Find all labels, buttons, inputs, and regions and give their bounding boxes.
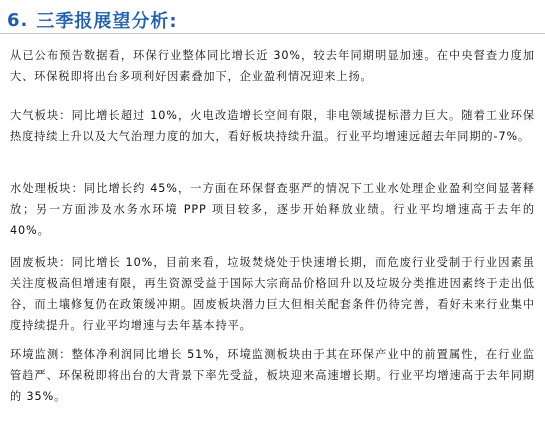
heading-divider <box>0 33 545 34</box>
section-title: 三季报展望分析: <box>36 11 178 32</box>
paragraph-water-sector: 水处理板块：同比增长约 45%，一方面在环保督查驱严的情况下工业水处理企业盈利空间显著释放；另一方面涉及水务水环境 PPP 项目较多，逐步开始释放业绩。行业平均增速高于去年的 40%。 <box>10 182 535 237</box>
section-number: 6. <box>7 9 29 31</box>
section-heading <box>7 8 178 32</box>
paragraph-solid-waste-sector: 固废板块：同比增长 10%，目前来看，垃圾焚烧处于快速增长期，而危废行业受制于行业因素虽关注度极高但增速有限，再生资源受益于国际大宗商品价格回升以及垃圾分类推进因素终于走出低谷，而土壤修复仍在政策缓冲期。固废板块潜力巨大但相关配套条件仍待完善，看好未来行业集中度持续提升。行业平均增速与去年基本持平。 <box>10 256 535 332</box>
paragraph-environment-monitoring: 环境监测：整体净利润同比增长 51%，环境监测板块由于其在环保产业中的前置属性，在行业监管趋严、环保税即将出台的大背景下率先受益，板块迎来高速增长期。行业平均增速高于去年同期的 35%。 <box>10 348 535 403</box>
paragraph-intro: 从已公布预告数据看，环保行业整体同比增长近 30%，较去年同期明显加速。在中央督查力度加大、环保税即将出台多项利好因素叠加下，企业盈利情况迎来上扬。 <box>10 49 535 83</box>
paragraph-air-sector: 大气板块：同比增长超过 10%，火电改造增长空间有限，非电领域提标潜力巨大。随着工业环保热度持续上升以及大气治理力度的加大，看好板块持续升温。行业平均增速远超去年同期的-7%。 <box>10 109 535 143</box>
